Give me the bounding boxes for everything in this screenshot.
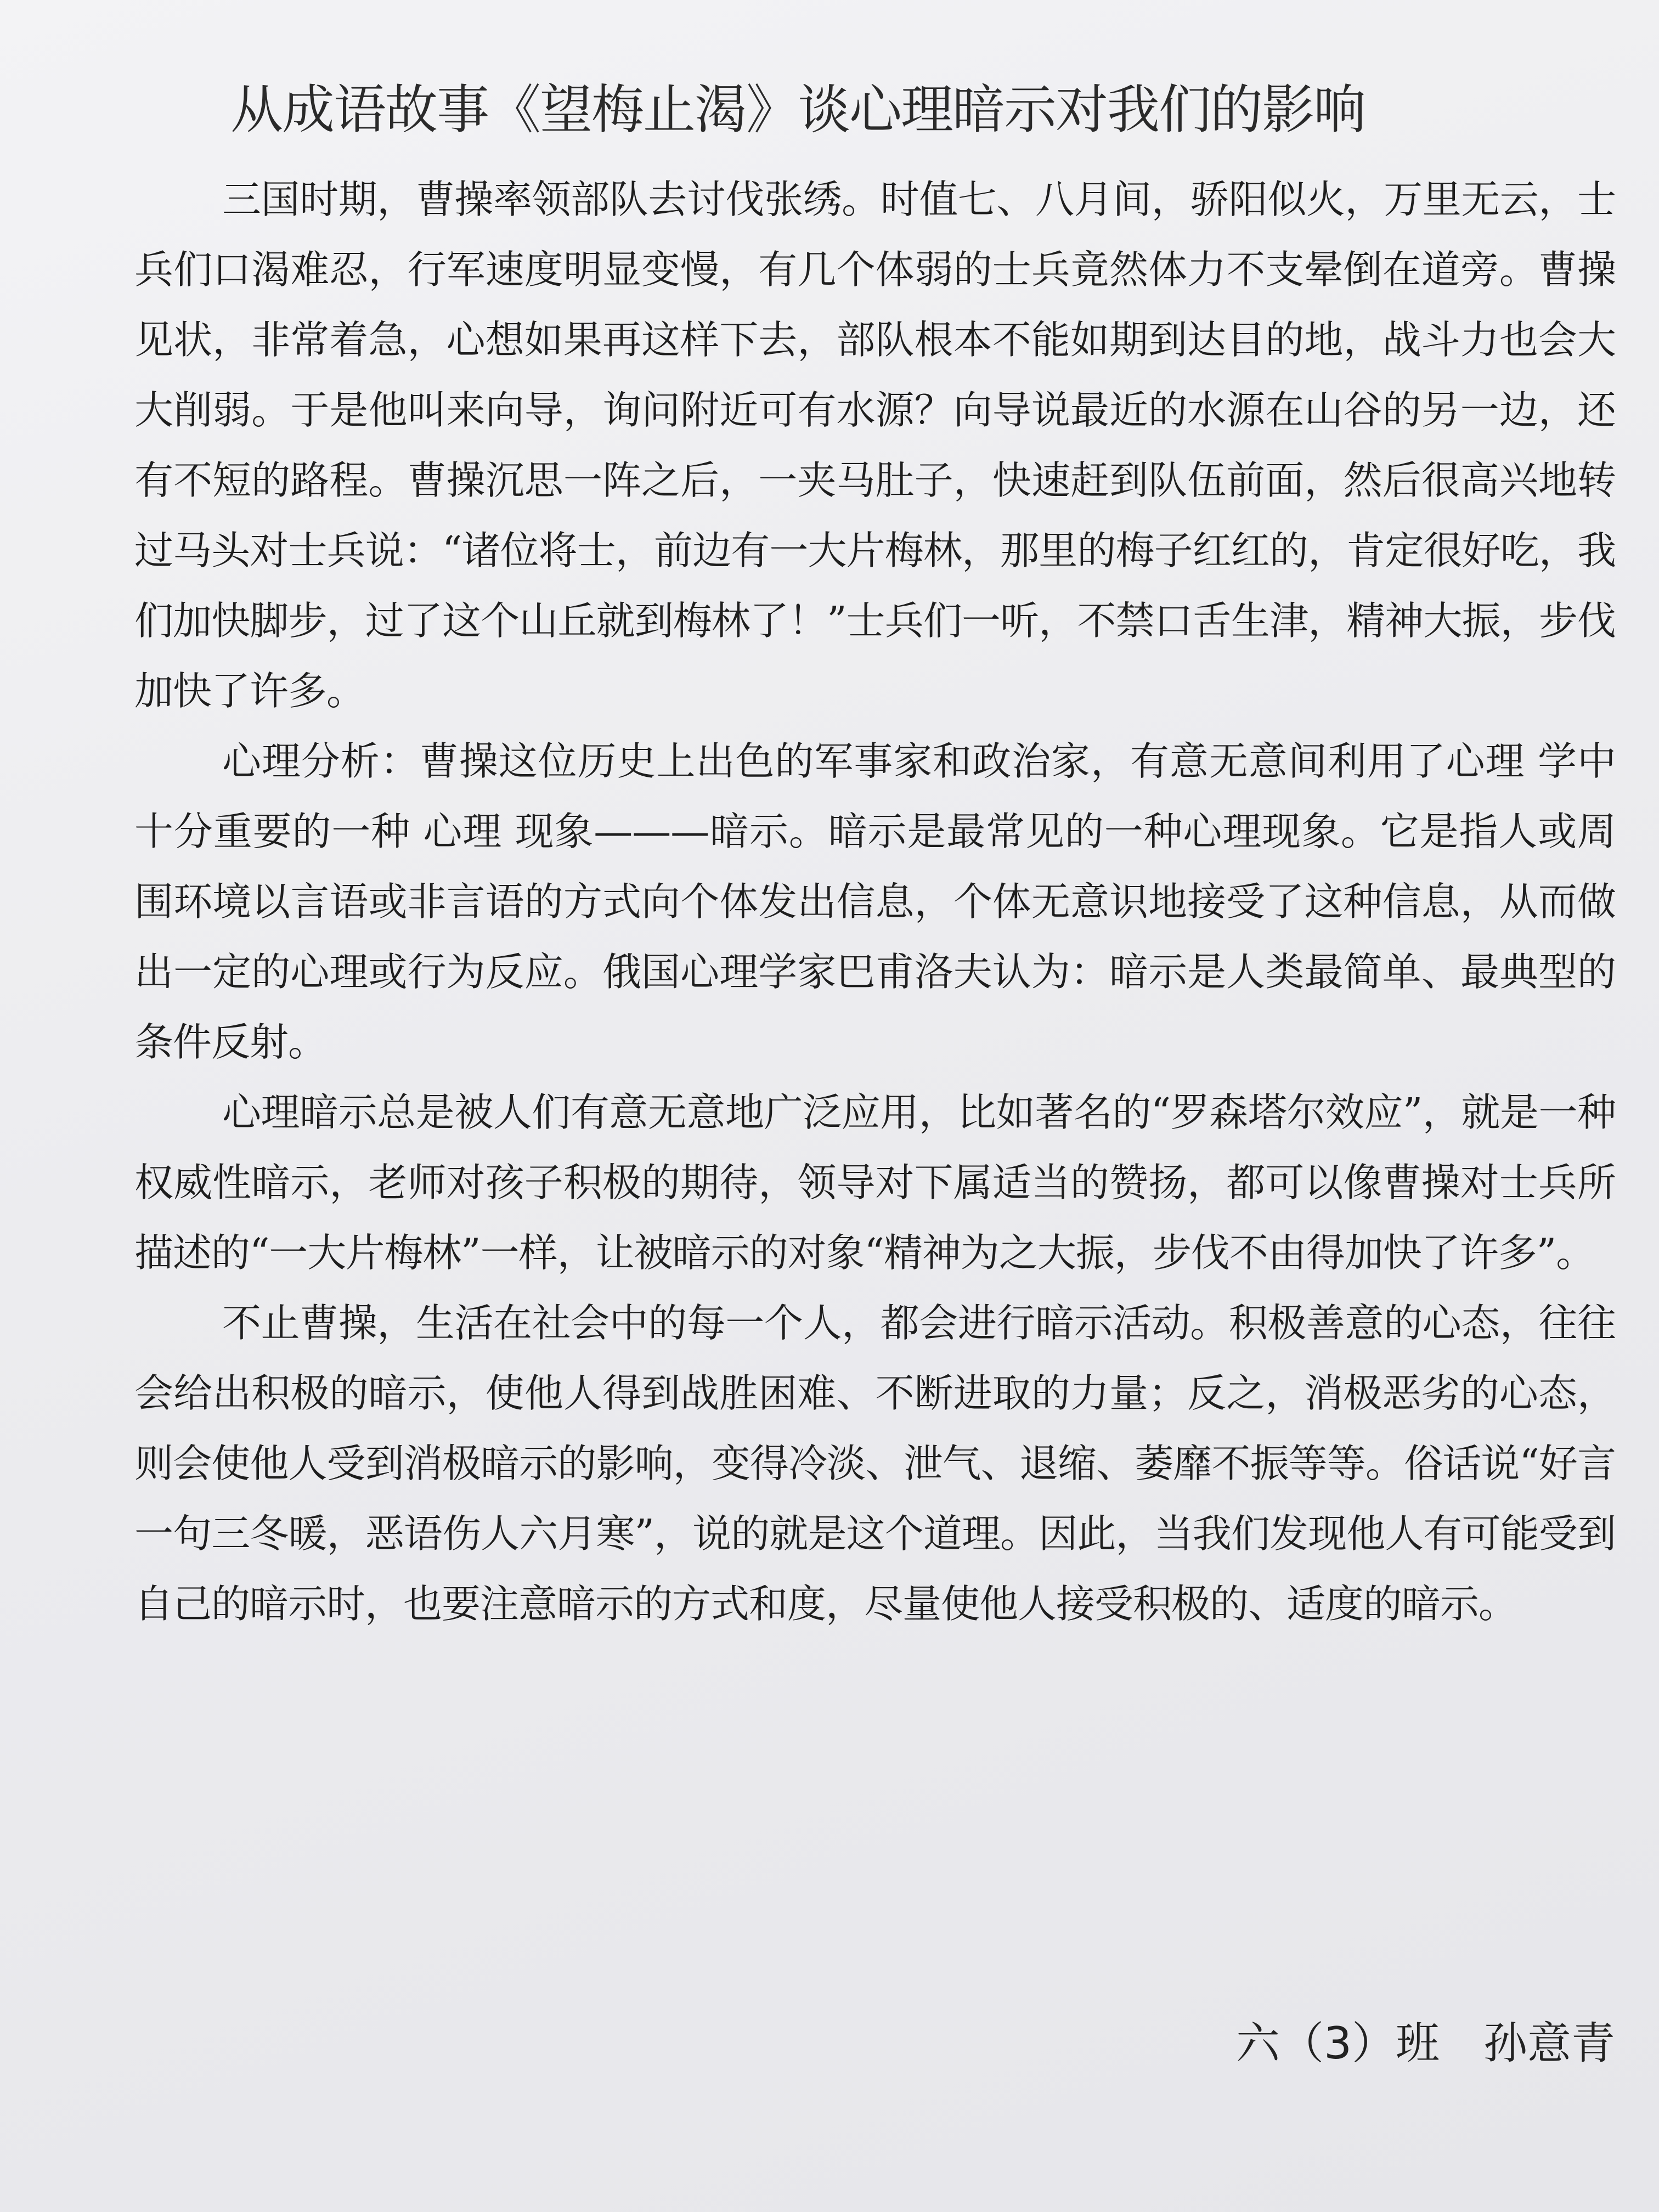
author-name: 孙意青: [1483, 2018, 1615, 2069]
paragraph-analysis: 心理分析：曹操这位历史上出色的军事家和政治家，有意无意间利用了心理 学中十分重要的一种 心理 现象———暗示。暗示是最常见的一种心理现象。它是指人或周围环境以言语或非言语的方式向个体发出信息，个体无意识地接受了这种信息，从而做出一定的心理或行为反应。俄国心理学家巴甫洛夫认为：暗示是人类最简单、最典型的条件反射。: [134, 738, 1616, 1065]
paragraph-conclusion: 不止曹操，生活在社会中的每一个人，都会进行暗示活动。积极善意的心态，往往会给出积极的暗示，使他人得到战胜困难、不断进取的力量；反之，消极恶劣的心态，则会使他人受到消极暗示的影响，变得冷淡、泄气、退缩、萎靡不振等等。俗话说“好言一句三冬暖，恶语伤人六月寒”，说的就是这个道理。因此，当我们发现他人有可能受到自己的暗示时，也要注意暗示的方式和度，尽量使他人接受积极的、适度的暗示。: [134, 1300, 1616, 1627]
author-signature: [1236, 2008, 1615, 2071]
paragraph-story: 三国时期，曹操率领部队去讨伐张绣。时值七、八月间，骄阳似火，万里无云，士兵们口渴难忍，行军速度明显变慢，有几个体弱的士兵竟然体力不支晕倒在道旁。曹操见状，非常着急，心想如果再这样下去，部队根本不能如期到达目的地，战斗力也会大大削弱。于是他叫来向导，询问附近可有水源？向导说最近的水源在山谷的另一边，还有不短的路程。曹操沉思一阵之后，一夹马肚子，快速赶到队伍前面，然后很高兴地转过马头对士兵说：“诸位将士，前边有一大片梅林，那里的梅子红红的，肯定很好吃，我们加快脚步，过了这个山丘就到梅林了！”士兵们一听，不禁口舌生津，精神大振，步伐加快了许多。: [134, 177, 1616, 714]
paragraph-application: 心理暗示总是被人们有意无意地广泛应用，比如著名的“罗森塔尔效应”，就是一种权威性暗示，老师对孩子积极的期待，领导对下属适当的赞扬，都可以像曹操对士兵所描述的“一大片梅林”一样，让被暗示的对象“精神为之大振，步伐不由得加快了许多”。: [134, 1090, 1616, 1276]
author-class: 六（3）班: [1236, 2018, 1440, 2069]
article-body: [134, 165, 1616, 1639]
document-title: 从成语故事《望梅止渴》谈心理暗示对我们的影响: [230, 79, 1365, 140]
